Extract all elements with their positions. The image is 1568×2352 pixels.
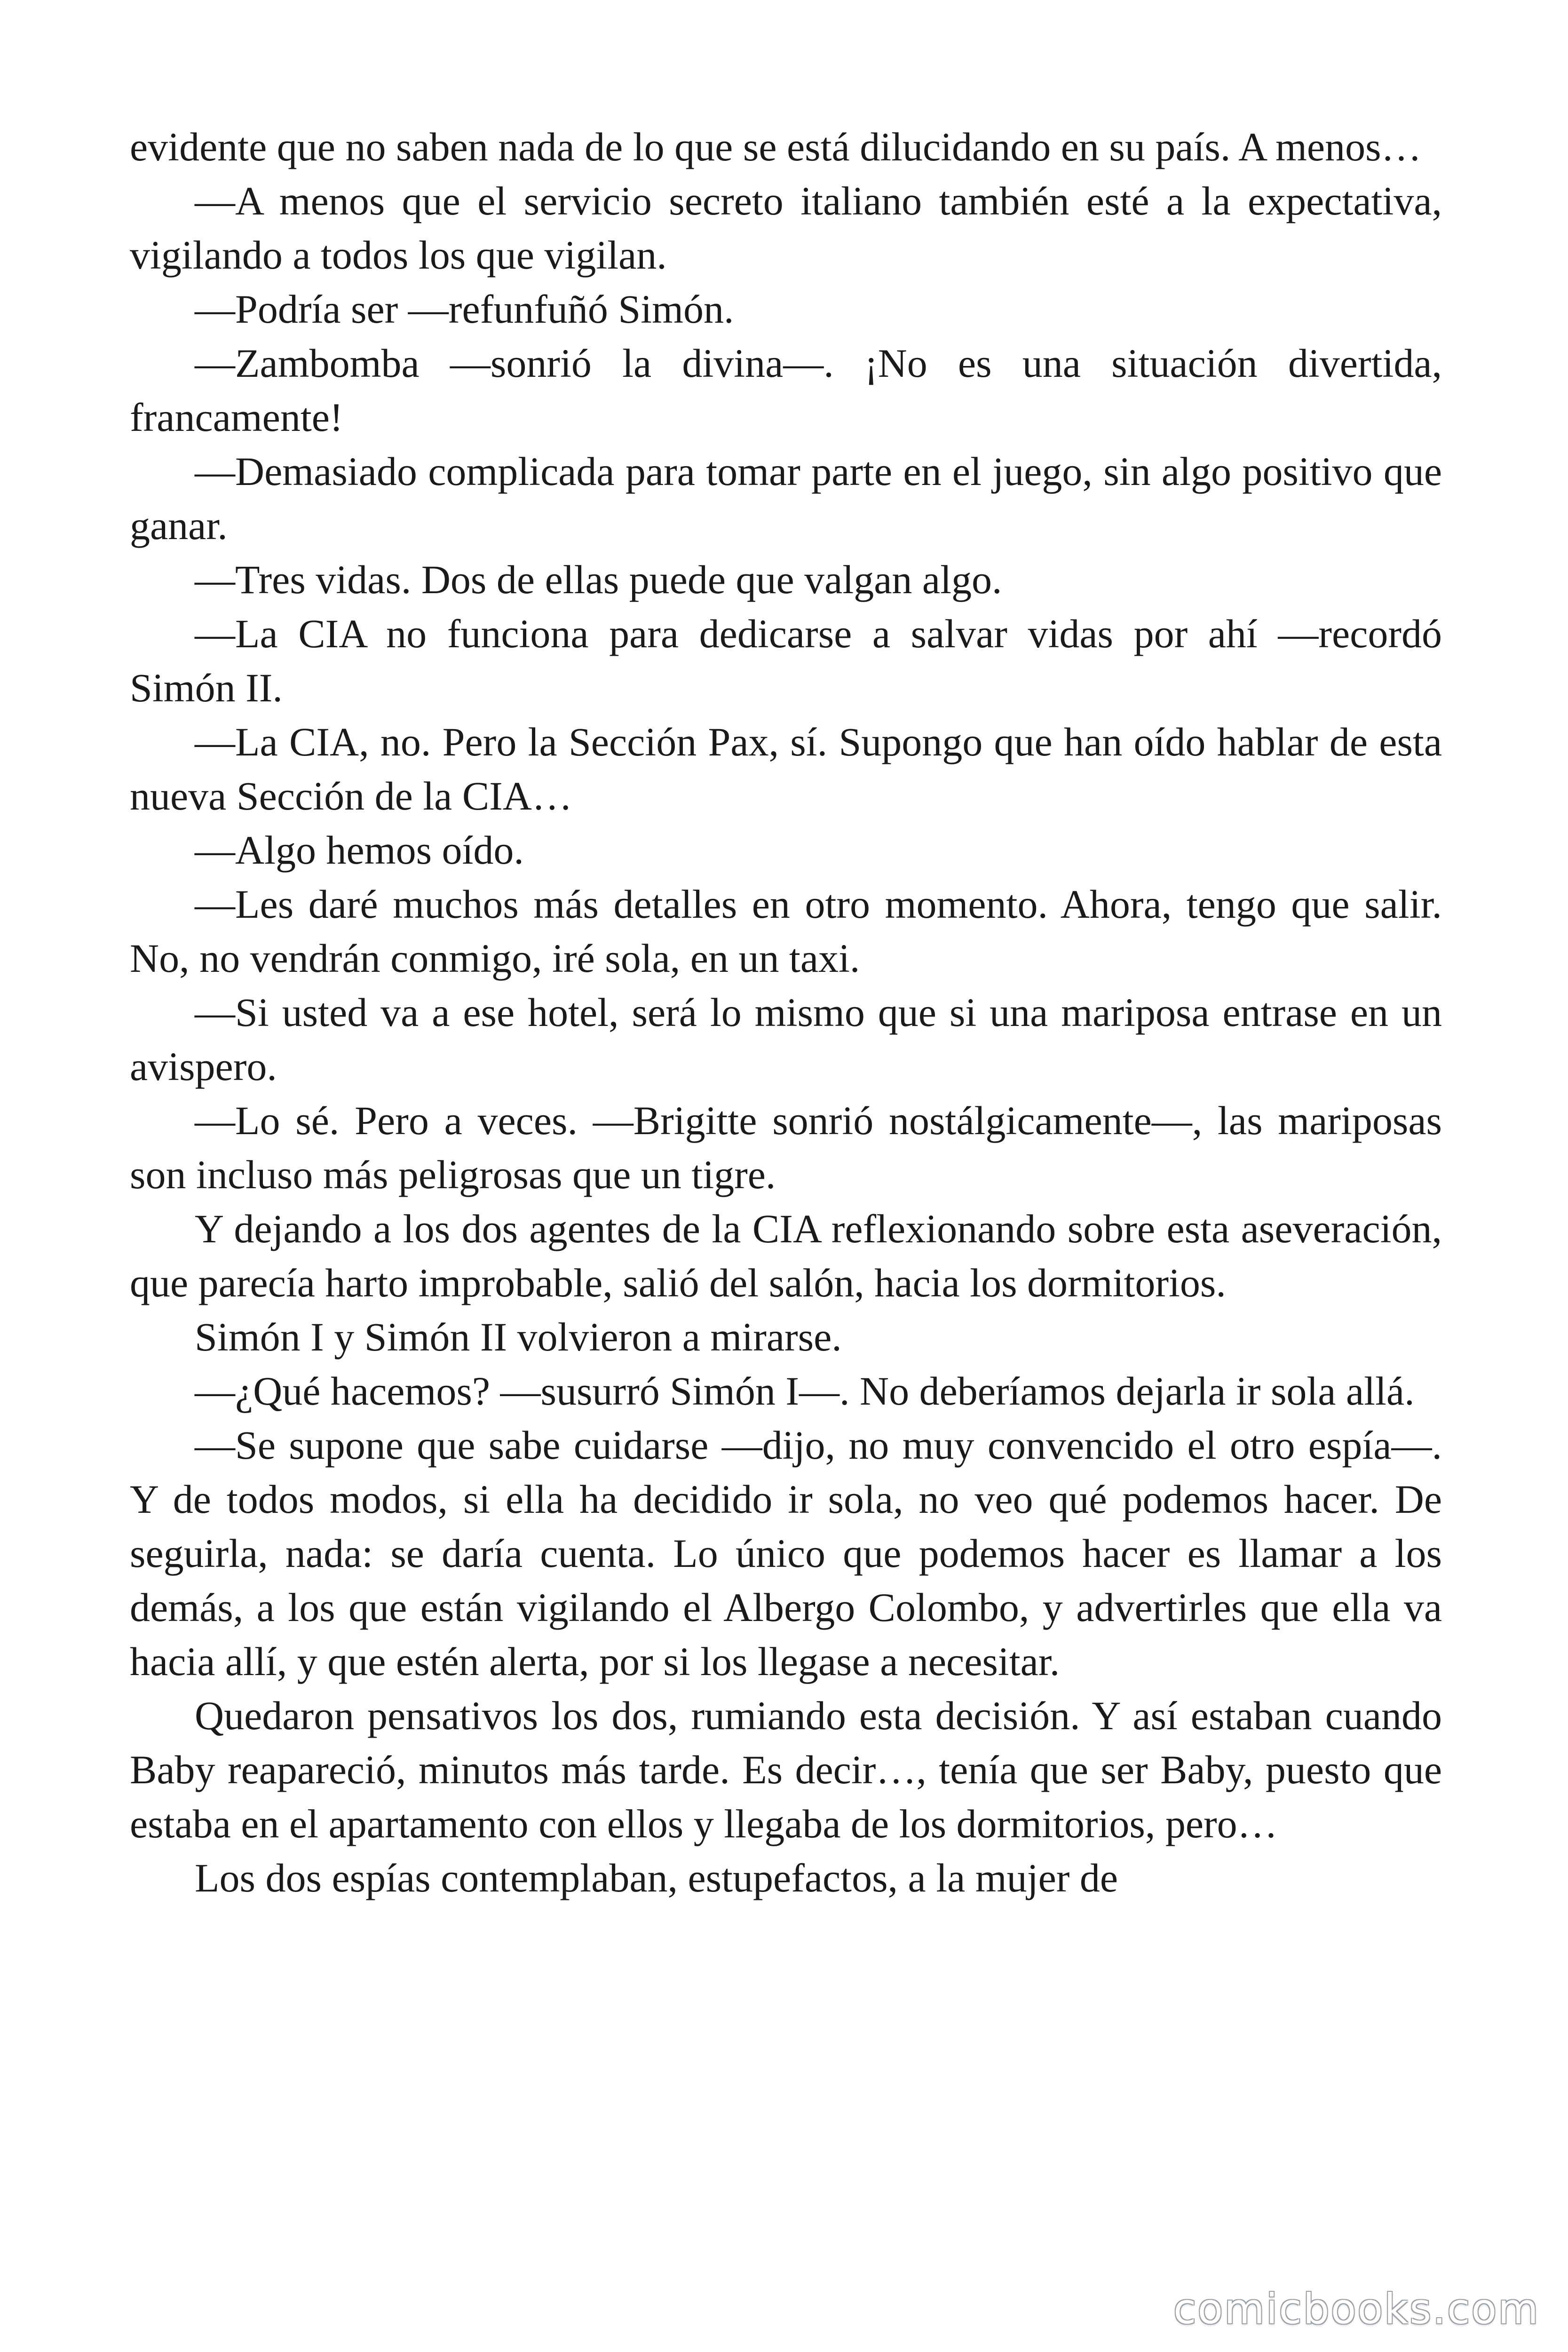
paragraph: —A menos que el servicio secreto italiano también esté a la expectativa, vigilando a todos los que vigilan.	[130, 178, 1442, 278]
paragraph: —Les daré muchos más detalles en otro momento. Ahora, tengo que salir. No, no vendrán conmigo, iré sola, en un taxi.	[130, 882, 1442, 981]
paragraph: —Algo hemos oído.	[195, 827, 524, 873]
paragraph: —La CIA no funciona para dedicarse a salvar vidas por ahí —recordó Simón II.	[130, 611, 1442, 710]
paragraph: —¿Qué hacemos? —susurró Simón I—. No deberíamos dejarla ir sola allá.	[195, 1368, 1415, 1414]
watermark: comicbooks.com	[1173, 2285, 1540, 2333]
paragraph: —Tres vidas. Dos de ellas puede que valgan algo.	[195, 557, 1002, 602]
paragraph: —Lo sé. Pero a veces. —Brigitte sonrió nostálgicamente—, las mariposas son incluso más peligrosas que un tigre.	[130, 1098, 1442, 1197]
paragraph: Quedaron pensativos los dos, rumiando esta decisión. Y así estaban cuando Baby reapareció, minutos más tarde. Es decir…, tenía que ser Baby, puesto que estaba en el apartamento con ellos y llegaba de los dormitorios, pero…	[130, 1693, 1442, 1846]
paragraph: evidente que no saben nada de lo que se está dilucidando en su país. A menos…	[130, 124, 1422, 169]
page-text	[130, 120, 1442, 1905]
paragraph: —Si usted va a ese hotel, será lo mismo que si una mariposa entrase en un avispero.	[130, 990, 1442, 1089]
paragraph: Simón I y Simón II volvieron a mirarse.	[195, 1314, 842, 1359]
paragraph: —Zambomba —sonrió la divina—. ¡No es una situación divertida, francamente!	[130, 341, 1442, 440]
paragraph: Y dejando a los dos agentes de la CIA reflexionando sobre esta aseveración, que parecía harto improbable, salió del salón, hacia los dormitorios.	[130, 1206, 1442, 1305]
paragraph: —Demasiado complicada para tomar parte en el juego, sin algo positivo que ganar.	[130, 449, 1442, 548]
paragraph: Los dos espías contemplaban, estupefactos, a la mujer de	[195, 1855, 1118, 1900]
paragraph: —Se supone que sabe cuidarse —dijo, no muy convencido el otro espía—. Y de todos modos, si ella ha decidido ir sola, no veo qué podemos hacer. De seguirla, nada: se daría cuenta. Lo único que podemos hacer es llamar a los demás, a los que están vigilando el Albergo Colombo, y advertirles que ella va hacia allí, y que estén alerta, por si los llegase a necesitar.	[130, 1422, 1442, 1684]
paragraph: —La CIA, no. Pero la Sección Pax, sí. Supongo que han oído hablar de esta nueva Sección de la CIA…	[130, 719, 1442, 818]
paragraph: —Podría ser —refunfuñó Simón.	[195, 286, 734, 332]
